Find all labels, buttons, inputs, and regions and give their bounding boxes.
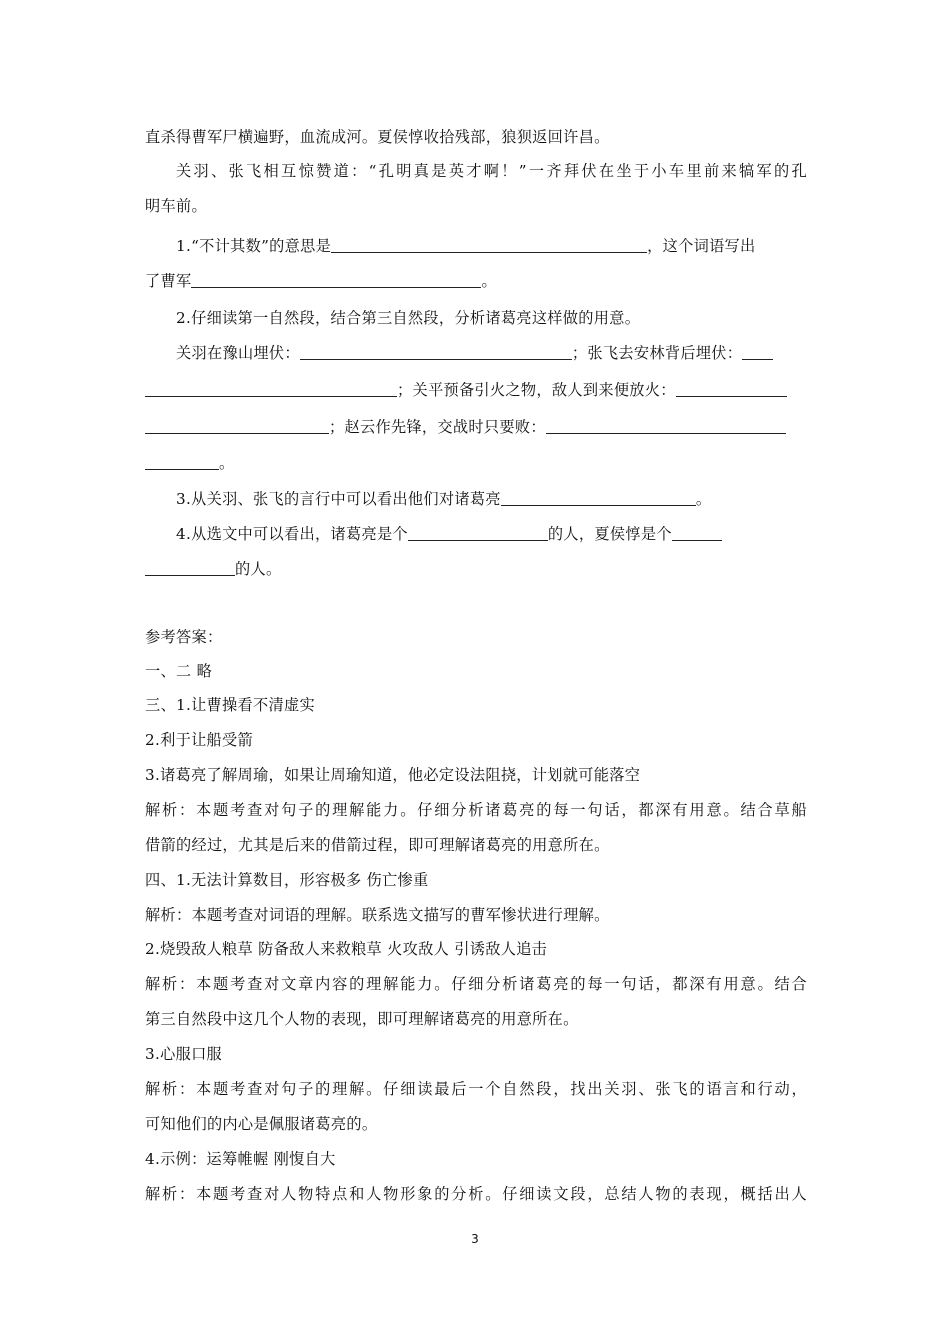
- answer-line: 3.诸葛亮了解周瑜，如果让周瑜知道，他必定设法阻挠，计划就可能落空: [145, 766, 641, 784]
- analysis-line: 解析：本题考查对句子的理解能力。仔细分析诸葛亮的每一句话，都深有用意。结合草船: [145, 801, 807, 819]
- question-4-text-c: 的人。: [235, 560, 282, 578]
- question-4-blank-1[interactable]: [408, 526, 548, 541]
- story-paragraph-1: 直杀得曹军尸横遍野，血流成河。夏侯惇收拾残部，狼狈返回许昌。: [145, 128, 610, 146]
- question-1-text-c: 了曹军: [145, 272, 192, 290]
- question-2: 2.仔细读第一自然段，结合第三自然段，分析诸葛亮这样做的用意。: [176, 309, 641, 327]
- question-4-blank-2-end[interactable]: [145, 561, 235, 576]
- question-1-text-b: ，这个词语写出: [647, 237, 756, 255]
- question-1-line-1: [176, 235, 756, 257]
- question-2-line-4: [145, 452, 235, 474]
- analysis-line: 解析：本题考查对句子的理解。仔细读最后一个自然段，找出关羽、张飞的语言和行动，: [145, 1080, 807, 1098]
- question-2-text-c: ；关平预备引火之物，敌人到来便放火：: [397, 381, 676, 399]
- question-1-blank-1[interactable]: [331, 238, 647, 253]
- answer-line: 一、二 略: [145, 662, 213, 680]
- question-2-line-1: [176, 342, 773, 364]
- question-2-text-a: 关羽在豫山埋伏：: [176, 344, 300, 362]
- answer-line: 2.烧毁敌人粮草 防备敌人来救粮草 火攻敌人 引诱敌人追击: [145, 940, 548, 958]
- question-1-text-d: 。: [481, 272, 497, 290]
- answers-heading: 参考答案：: [145, 628, 223, 646]
- question-4-text-a: 4.从选文中可以看出，诸葛亮是个: [176, 525, 408, 543]
- answer-line: 四、1.无法计算数目，形容极多 伤亡惨重: [145, 871, 429, 889]
- question-2-line-3: [145, 416, 786, 438]
- question-2-blank-3-start[interactable]: [676, 382, 787, 397]
- question-2-line-2: [145, 379, 787, 401]
- question-4-blank-2-start[interactable]: [672, 526, 722, 541]
- question-3-line: [176, 488, 711, 510]
- question-4-text-b: 的人，夏侯惇是个: [547, 525, 672, 543]
- question-1-text-a: 1.“不计其数”的意思是: [176, 237, 332, 255]
- question-2-text-b: ；张飞去安林背后埋伏：: [571, 344, 743, 362]
- question-3-text-a: 3.从关羽、张飞的言行中可以看出他们对诸葛亮: [176, 490, 501, 508]
- story-paragraph-2-line-2: 明车前。: [145, 197, 207, 215]
- question-3-blank[interactable]: [501, 491, 696, 506]
- analysis-line: 借箭的经过，尤其是后来的借箭过程，即可理解诸葛亮的用意所在。: [145, 836, 610, 854]
- question-2-blank-4-end[interactable]: [145, 455, 219, 470]
- answer-line: 4.示例：运筹帷幄 刚愎自大: [145, 1150, 336, 1168]
- answer-line: 3.心服口服: [145, 1045, 223, 1063]
- analysis-line: 解析：本题考查对文章内容的理解能力。仔细分析诸葛亮的每一句话，都深有用意。结合: [145, 975, 807, 993]
- question-1-line-2: [145, 270, 497, 292]
- question-2-blank-2-start[interactable]: [742, 345, 773, 360]
- analysis-line: 解析：本题考查对词语的理解。联系选文描写的曹军惨状进行理解。: [145, 906, 610, 924]
- question-4-line-1: [176, 523, 722, 545]
- question-3-text-b: 。: [695, 490, 712, 508]
- page-number: 3: [471, 1232, 479, 1246]
- question-2-text-e: 。: [219, 454, 235, 472]
- question-2-blank-1[interactable]: [300, 345, 572, 360]
- question-2-blank-2-end[interactable]: [145, 382, 397, 397]
- answer-line: 三、1.让曹操看不清虚实: [145, 696, 315, 714]
- question-2-text-d: ；赵云作先锋，交战时只要败：: [329, 418, 546, 436]
- question-2-blank-4-start[interactable]: [546, 419, 786, 434]
- analysis-line: 第三自然段中这几个人物的表现，即可理解诸葛亮的用意所在。: [145, 1010, 579, 1028]
- question-2-blank-3-end[interactable]: [145, 419, 329, 434]
- analysis-line: 可知他们的内心是佩服诸葛亮的。: [145, 1115, 378, 1133]
- analysis-line: 解析：本题考查对人物特点和人物形象的分析。仔细读文段，总结人物的表现，概括出人: [145, 1185, 807, 1203]
- question-4-line-2: [145, 558, 281, 580]
- story-paragraph-2-line-1: 关羽、张飞相互惊赞道：“孔明真是英才啊！”一齐拜伏在坐于小车里前来犒军的孔: [176, 162, 807, 180]
- answer-line: 2.利于让船受箭: [145, 731, 254, 749]
- question-1-blank-2[interactable]: [191, 273, 481, 288]
